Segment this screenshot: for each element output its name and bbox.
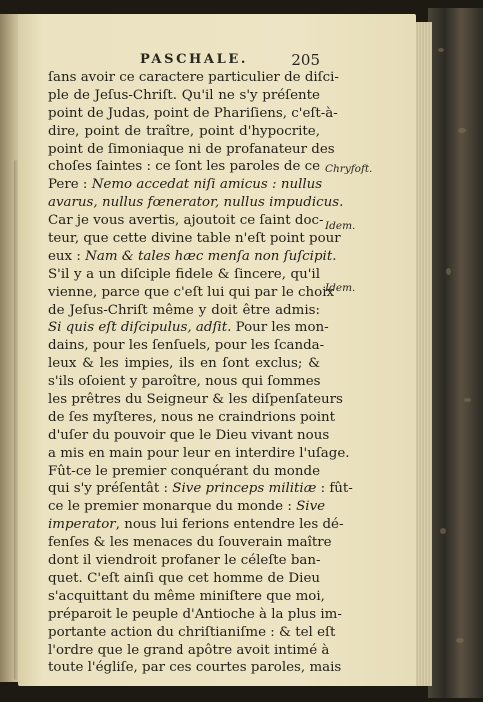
text-line — [48, 355, 320, 373]
text-line — [48, 266, 320, 284]
text-segment: Pere : — [48, 177, 92, 193]
text-line — [48, 606, 342, 624]
page-number: 205 — [291, 51, 320, 69]
italic-quote: imperator — [48, 517, 116, 533]
text-line — [48, 445, 350, 463]
text-segment: Pour les mon- — [231, 320, 329, 336]
text-segment: d'uſer du pouvoir que le Dieu vivant nous — [48, 427, 330, 443]
text-segment: dire, point de traître, point d'hypocrite, — [48, 123, 320, 139]
text-line — [48, 642, 330, 660]
text-line — [48, 480, 353, 498]
italic-quote: Sive princeps militiæ — [172, 481, 317, 497]
text-line — [48, 248, 337, 266]
text-segment: s'ils oſoient y paroître, nous qui ſommes — [48, 374, 321, 390]
italic-quote: Sive — [296, 499, 326, 515]
margin-note-chrysostom: Chryfoft. — [325, 163, 373, 175]
text-segment: : fût- — [316, 481, 353, 497]
text-segment: teur, que cette divine table n'eſt point pour — [48, 231, 341, 247]
text-line — [48, 105, 338, 123]
text-segment: dont il viendroit profaner le céleſte ban- — [48, 553, 321, 569]
italic-quote: Nam & tales hæc menſa non ſuſcipit. — [85, 248, 337, 264]
text-segment: vienne, parce que c'eſt lui qui par le choix — [48, 284, 335, 300]
text-line — [48, 176, 323, 194]
text-line — [48, 230, 341, 248]
text-line — [48, 373, 320, 391]
text-line — [48, 302, 320, 320]
text-line — [48, 319, 329, 337]
text-segment: leux & les impies, ils en ſont exclus; & — [48, 356, 320, 372]
text-segment: fenſes & les menaces du ſouverain maître — [48, 535, 332, 551]
text-segment: qui s'y préſentât : — [48, 481, 173, 497]
text-line — [48, 463, 320, 481]
text-segment: ce le premier monarque du monde : — [48, 499, 297, 515]
text-segment: eux : — [48, 248, 86, 264]
text-line — [48, 624, 336, 642]
text-line — [48, 69, 339, 87]
italic-quote: avarus, nullus fœnerator, nullus impudicus. — [48, 195, 344, 211]
text-segment: toute l'égliſe, par ces courtes paroles, mais — [48, 660, 342, 676]
text-line — [48, 409, 336, 427]
text-segment: point de Judas, point de Phariſiens, c'eſt-à- — [48, 105, 338, 121]
text-segment: portante action du chriſtianiſme : & tel eſt — [48, 624, 336, 640]
text-line — [48, 534, 332, 552]
italic-quote: Nemo accedat niſi amicus : nullus — [91, 177, 323, 193]
text-segment: de Jeſus-Chriſt même y doit être admis: — [48, 302, 320, 318]
text-line — [48, 158, 320, 176]
text-segment: de ſes myſteres, nous ne craindrions point — [48, 409, 336, 425]
text-line — [48, 498, 326, 516]
text-segment: ple de Jeſus-Chriſt. Qu'il ne s'y préſente — [48, 87, 320, 103]
text-line — [48, 391, 343, 409]
italic-quote: Si quis eſt diſcipulus, adſit. — [48, 320, 232, 336]
text-segment: dains, pour les ſenſuels, pour les ſcanda- — [48, 338, 325, 354]
text-line — [48, 427, 330, 445]
text-segment: s'acquittant du même miniſtere que moi, — [48, 588, 325, 604]
text-line — [48, 659, 342, 677]
text-segment: point de ſimoniaque ni de profanateur des — [48, 141, 335, 157]
text-segment: l'ordre que le grand apôtre avoit intimé à — [48, 642, 330, 658]
text-line — [48, 552, 320, 570]
text-segment: S'il y a un diſciple fidele & ſincere, qu'il — [48, 266, 320, 282]
text-segment: préparoit le peuple d'Antioche à la plus im- — [48, 606, 342, 622]
book-cover — [428, 8, 483, 698]
text-line — [48, 570, 320, 588]
text-segment: quet. C'eſt ainſi que cet homme de Dieu — [48, 570, 320, 586]
text-line — [48, 516, 344, 534]
margin-note-idem-2: Idem. — [325, 282, 356, 294]
running-head: PASCHALE. — [140, 52, 248, 67]
text-line — [48, 194, 344, 212]
bookmark-ribbon — [14, 160, 18, 680]
text-segment: ſans avoir ce caractere particulier de diſci- — [48, 70, 339, 85]
text-segment: , nous lui ferions entendre les dé- — [115, 517, 344, 533]
text-line — [48, 588, 325, 606]
text-segment: choſes ſaintes : ce ſont les paroles de ce — [48, 159, 321, 175]
text-segment: a mis en main pour leur en interdire l'uſage. — [48, 445, 350, 461]
margin-note-idem-1: Idem. — [325, 220, 356, 232]
text-segment: les prêtres du Seigneur & les diſpenſateurs — [48, 392, 343, 408]
text-line — [48, 87, 320, 105]
text-line — [48, 284, 335, 302]
text-line — [48, 212, 324, 230]
text-segment: Car je vous avertis, ajoutoit ce ſaint doc- — [48, 213, 324, 229]
text-line — [48, 337, 325, 355]
text-line — [48, 141, 335, 159]
text-line — [48, 123, 320, 141]
text-segment: Fût-ce le premier conquérant du monde — [48, 463, 320, 479]
